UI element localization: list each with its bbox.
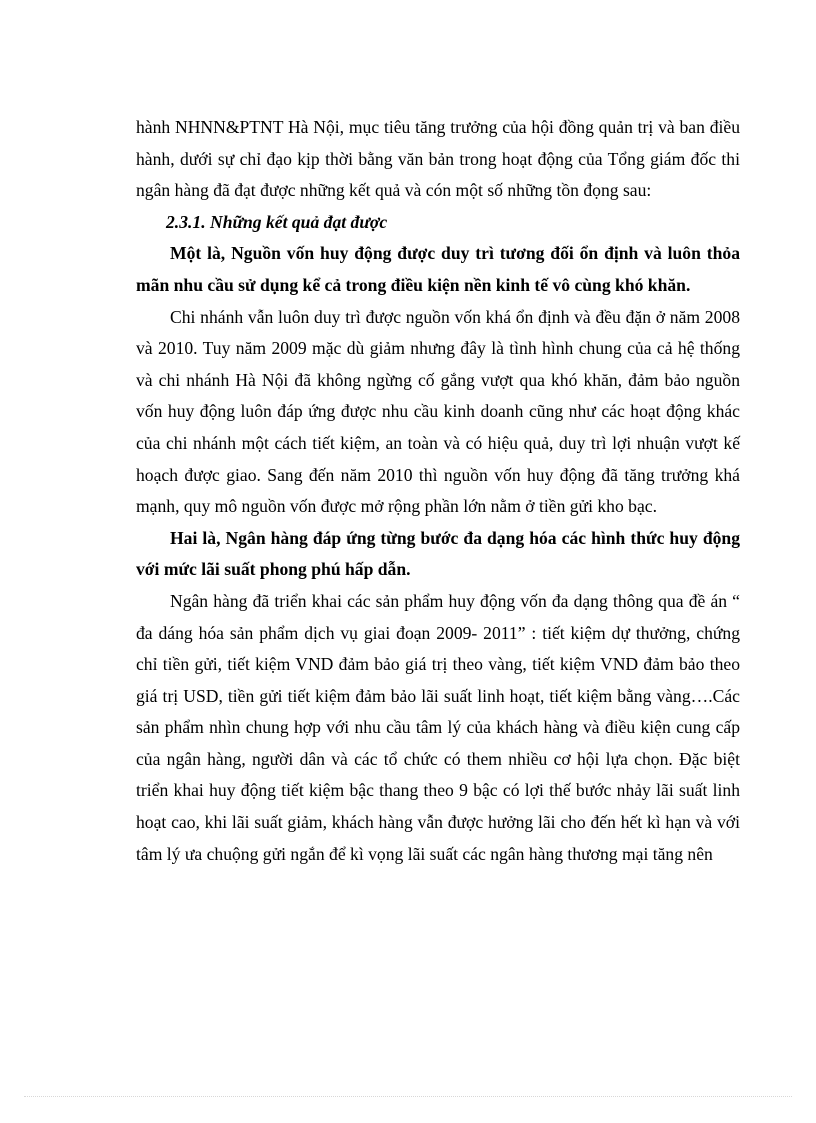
- point-two-body: Ngân hàng đã triển khai các sản phẩm huy động vốn đa dạng thông qua đề án “ đa dáng hóa sản phẩm dịch vụ giai đoạn 2009- 2011” : tiết kiệm dự thưởng, chứng chỉ tiền gửi, tiết kiệm VND đảm bảo giá trị theo vàng, tiết kiệm VND đảm bảo theo giá trị USD, tiền gửi tiết kiệm đảm bảo lãi suất linh hoạt, tiết kiệm bằng vàng….Các sản phẩm nhìn chung hợp với nhu cầu tâm lý của khách hàng và điều kiện cung cấp của ngân hàng, người dân và các tổ chức có them nhiều cơ hội lựa chọn. Đặc biệt triển khai huy động tiết kiệm bậc thang theo 9 bậc có lợi thế bước nhảy lãi suất linh hoạt cao, khi lãi suất giảm, khách hàng vẫn được hưởng lãi cho đến hết kì hạn và với tâm lý ưa chuộng gửi ngắn để kì vọng lãi suất các ngân hàng thương mại tăng nên: [136, 590, 740, 864]
- point-one-title: Một là, Nguồn vốn huy động được duy trì tương đối ổn định và luôn thỏa mãn nhu cầu sử dụng kể cả trong điều kiện nền kinh tế vô cùng khó khăn.: [136, 243, 740, 295]
- intro-paragraph: hành NHNN&PTNT Hà Nội, mục tiêu tăng trưởng của hội đồng quản trị và ban điều hành, dưới sự chỉ đạo kịp thời bằng văn bản trong hoạt động của Tổng giám đốc thi ngân hàng đã đạt được những kết quả và cón một số những tồn đọng sau:: [136, 117, 740, 201]
- page-divider: [24, 1096, 792, 1097]
- section-heading: 2.3.1. Những kết quả đạt được: [166, 211, 388, 232]
- point-two-title: Hai là, Ngân hàng đáp ứng từng bước đa dạng hóa các hình thức huy động với mức lãi suất phong phú hấp dẫn.: [136, 527, 740, 580]
- document-page: [136, 112, 740, 870]
- point-one-body: Chi nhánh vẫn luôn duy trì được nguồn vốn khá ổn định và đều đặn ở năm 2008 và 2010. Tuy năm 2009 mặc dù giảm nhưng đây là tình hình chung của cả hệ thống và chi nhánh Hà Nội đã không ngừng cố gắng vượt qua khó khăn, đảm bảo nguồn vốn huy động luôn đáp ứng được nhu cầu kinh doanh cũng như các hoạt động khác của chi nhánh một cách tiết kiệm, an toàn và có hiệu quả, duy trì lợi nhuận vượt kế hoạch được giao. Sang đến năm 2010 thì nguồn vốn huy động đã tăng trưởng khá mạnh, quy mô nguồn vốn được mở rộng phần lớn nằm ở tiền gửi kho bạc.: [136, 306, 740, 517]
